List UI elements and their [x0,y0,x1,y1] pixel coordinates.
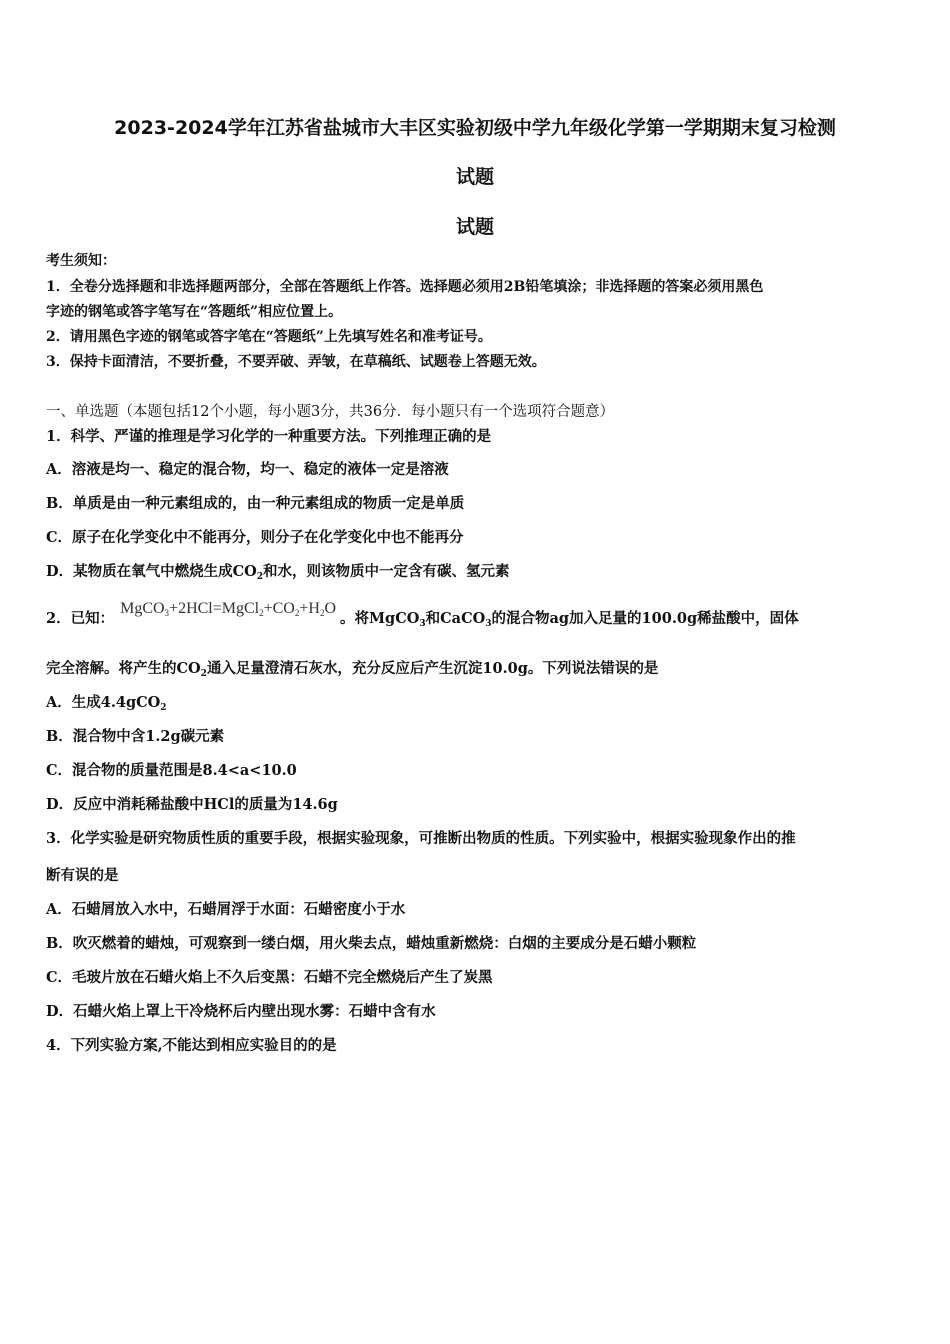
q3-option-a: A．石蜡屑放入水中，石蜡屑浮于水面：石蜡密度小于水 [46,901,406,918]
exam-title-line1: 2023-2024学年江苏省盐城市大丰区实验初级中学九年级化学第一学期期末复习检测 [114,117,836,139]
q1-option-b: B．单质是由一种元素组成的，由一种元素组成的物质一定是单质 [46,495,465,512]
exam-title-line3: 试题 [455,216,494,238]
q3-stem-line2: 断有误的是 [46,867,119,884]
q3-option-c: C．毛玻片放在石蜡火焰上不久后变黑：石蜡不完全燃烧后产生了炭黑 [46,969,493,986]
exam-title-line2: 试题 [455,166,494,188]
q3-option-d: D．石蜡火焰上罩上干冷烧杯后内壁出现水雾：石蜡中含有水 [46,1003,436,1020]
q1-option-d: D．某物质在氧气中燃烧生成$CO_2$和水，则该物质中一定含有碳、氢元素 [46,563,510,582]
q1-option-a: A．溶液是均一、稳定的混合物，均一、稳定的液体一定是溶液 [46,461,449,478]
q2-option-b: B．混合物中含1.2g碳元素 [46,728,225,745]
notice-item-1b: 字迹的钢笔或答字笔写在“答题纸”相应位置上。 [46,304,343,320]
section-heading: 一、单选题（本题包括12个小题，每小题3分，共36分．每小题只有一个选项符合题意） [46,404,615,420]
q1-option-c: C．原子在化学变化中不能再分，则分子在化学变化中也不能再分 [46,529,464,546]
q2-option-c: C．混合物的质量范围是8.4<a<10.0 [46,762,297,779]
notice-item-3: 3．保持卡面清洁，不要折叠，不要弄破、弄皱，在草稿纸、试题卷上答题无效。 [46,354,546,370]
notice-item-2: 2．请用黑色字迹的钢笔或答字笔在“答题纸”上先填写姓名和准考证号。 [46,329,492,345]
q2-stem-line2: 完全溶解。将产生的$CO_2$通入足量澄清石灰水，充分反应后产生沉淀10.0g。下列说法错误的是 [46,660,659,679]
q2-stem-line1: 2．已知：$MgCO_3+2HCl=MgCl_2+CO_2+H_2O$。将MgCO$_3$和CaCO$_3$的混合物ag加入足量的100.0g稀盐酸中，固体 [46,600,799,629]
q2-equation: $MgCO_3+2HCl=MgCl_2+CO_2+H_2O$ [120,600,336,618]
q2-option-a: A．生成4.4gCO$_2$ [46,694,167,713]
q3-option-b: B．吹灭燃着的蜡烛，可观察到一缕白烟，用火柴去点，蜡烛重新燃烧：白烟的主要成分是石蜡小颗粒 [46,935,697,952]
notice-heading: 考生须知： [46,253,116,269]
q4-stem: 4．下列实验方案,不能达到相应实验目的的是 [46,1037,337,1054]
notice-item-1a: 1．全卷分选择题和非选择题两部分，全部在答题纸上作答。选择题必须用2B铅笔填涂；非选择题的答案必须用黑色 [46,279,764,295]
q3-stem-line1: 3．化学实验是研究物质性质的重要手段，根据实验现象，可推断出物质的性质。下列实验中，根据实验现象作出的推 [46,830,796,847]
q1-stem: 1．科学、严谨的推理是学习化学的一种重要方法。下列推理正确的是 [46,428,492,445]
q2-option-d: D．反应中消耗稀盐酸中HCl的质量为14.6g [46,796,338,813]
